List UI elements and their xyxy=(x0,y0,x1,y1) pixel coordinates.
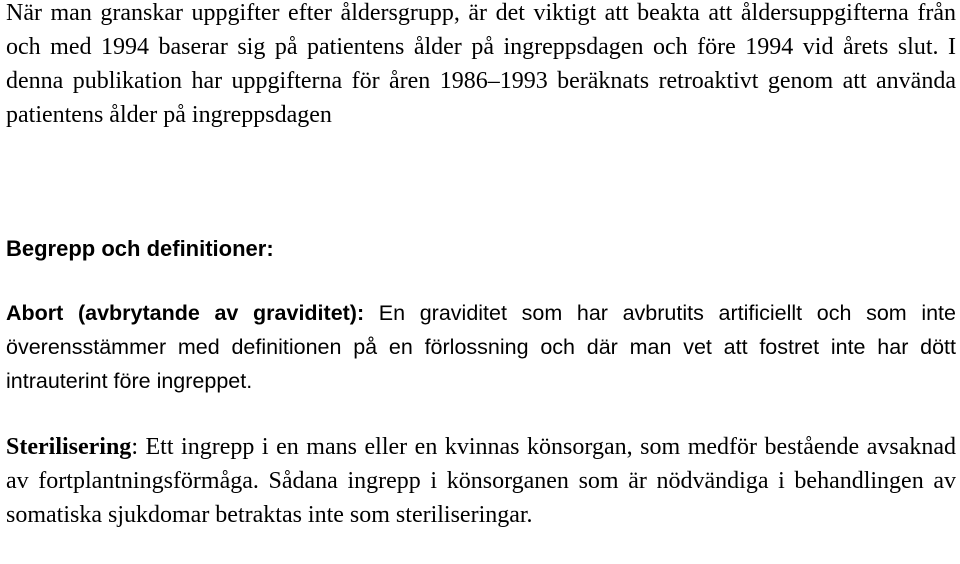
definition-abort-text: En graviditet som har avbrutits artificiellt och som inte överensstämmer med definitionen på en förlossning och där man vet att fostret inte har dött intrauterint före ingreppet. xyxy=(6,301,956,393)
definition-sterilisering xyxy=(6,430,956,532)
definition-abort xyxy=(6,296,956,398)
definition-sterilisering-text: : Ett ingrepp i en mans eller en kvinnas könsorgan, som medför bestående avsaknad av fortplantningsförmåga. Sådana ingrepp i könsorganen som är nödvändiga i behandlingen av somatiska sjukdomar betraktas inte som steriliseringar. xyxy=(6,434,956,528)
definition-sterilisering-term: Sterilisering xyxy=(6,434,132,460)
intro-paragraph: När man granskar uppgifter efter åldersgrupp, är det viktigt att beakta att åldersuppgifterna från och med 1994 baserar sig på patientens ålder på ingreppsdagen och före 1994 vid årets slut. I denna publikation har uppgifterna för åren 1986–1993 beräknats retroaktivt genom att använda patientens ålder på ingreppsdagen xyxy=(6,0,956,128)
definitions-heading: Begrepp och definitioner: xyxy=(6,236,274,261)
definition-abort-term: Abort (avbrytande av graviditet): xyxy=(6,301,365,325)
